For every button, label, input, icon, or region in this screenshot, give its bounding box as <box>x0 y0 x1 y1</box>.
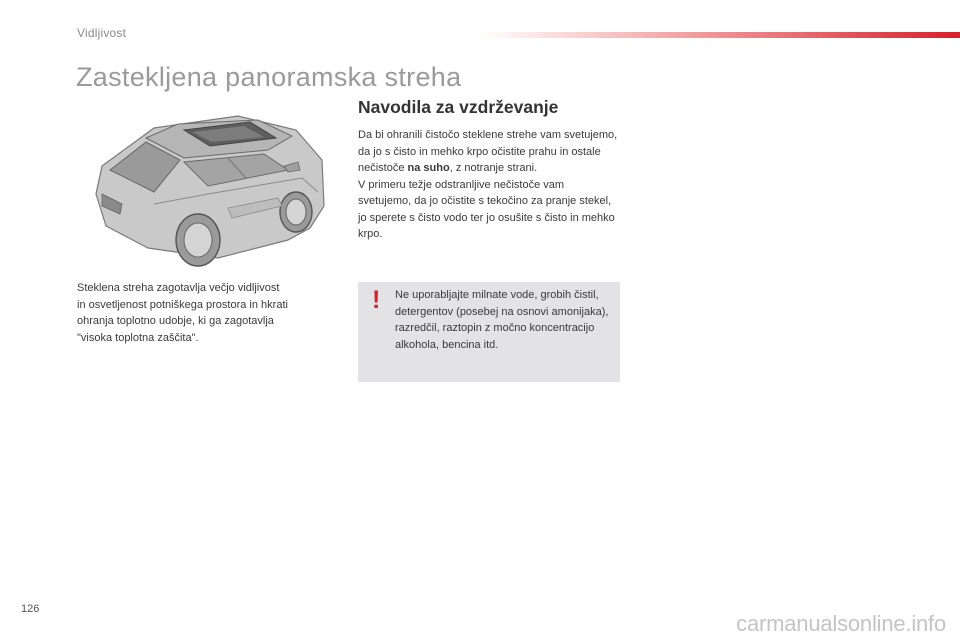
car-panoramic-roof-illustration <box>88 108 328 272</box>
section-label: Vidljivost <box>77 26 127 40</box>
maintenance-paragraph-1 <box>358 127 620 177</box>
maintenance-heading: Navodila za vzdrževanje <box>358 97 559 117</box>
warning-text: Ne uporabljajte milnate vode, grobih čistil, detergentov (posebej na osnovi amonijaka), razredčil, raztopin z močno koncentracijo alkohola, bencina itd. <box>395 289 609 351</box>
maintenance-p1-bold: na suho <box>407 162 450 174</box>
maintenance-text <box>358 127 620 243</box>
maintenance-p1-end: , z notranje strani. <box>449 162 538 174</box>
page-number: 126 <box>21 603 40 615</box>
watermark: carmanualsonline.info <box>736 611 946 636</box>
maintenance-paragraph-2: V primeru težje odstranljive nečistoče vam svetujemo, da jo očistite s tekočino za pranje stekel, jo sperete s čisto vodo ter jo osušite s čisto in mehko krpo. <box>358 178 615 240</box>
warning-box <box>358 282 620 382</box>
maintenance-p1-start: Da bi ohranili čistočo steklene strehe vam svetujemo, da jo s čisto in mehko krpo očistite prahu in ostale nečistoče <box>358 129 618 174</box>
header-accent-bar <box>480 32 960 38</box>
intro-paragraph: Steklena streha zagotavlja večjo vidljivost in osvetljenost potniškega prostora in hkrati ohranja toplotno udobje, ki ga zagotavlja "visoka toplotna zaščita". <box>77 282 288 344</box>
page-title: Zastekljena panoramska streha <box>76 62 462 92</box>
warning-exclamation-icon: ! <box>372 286 381 314</box>
